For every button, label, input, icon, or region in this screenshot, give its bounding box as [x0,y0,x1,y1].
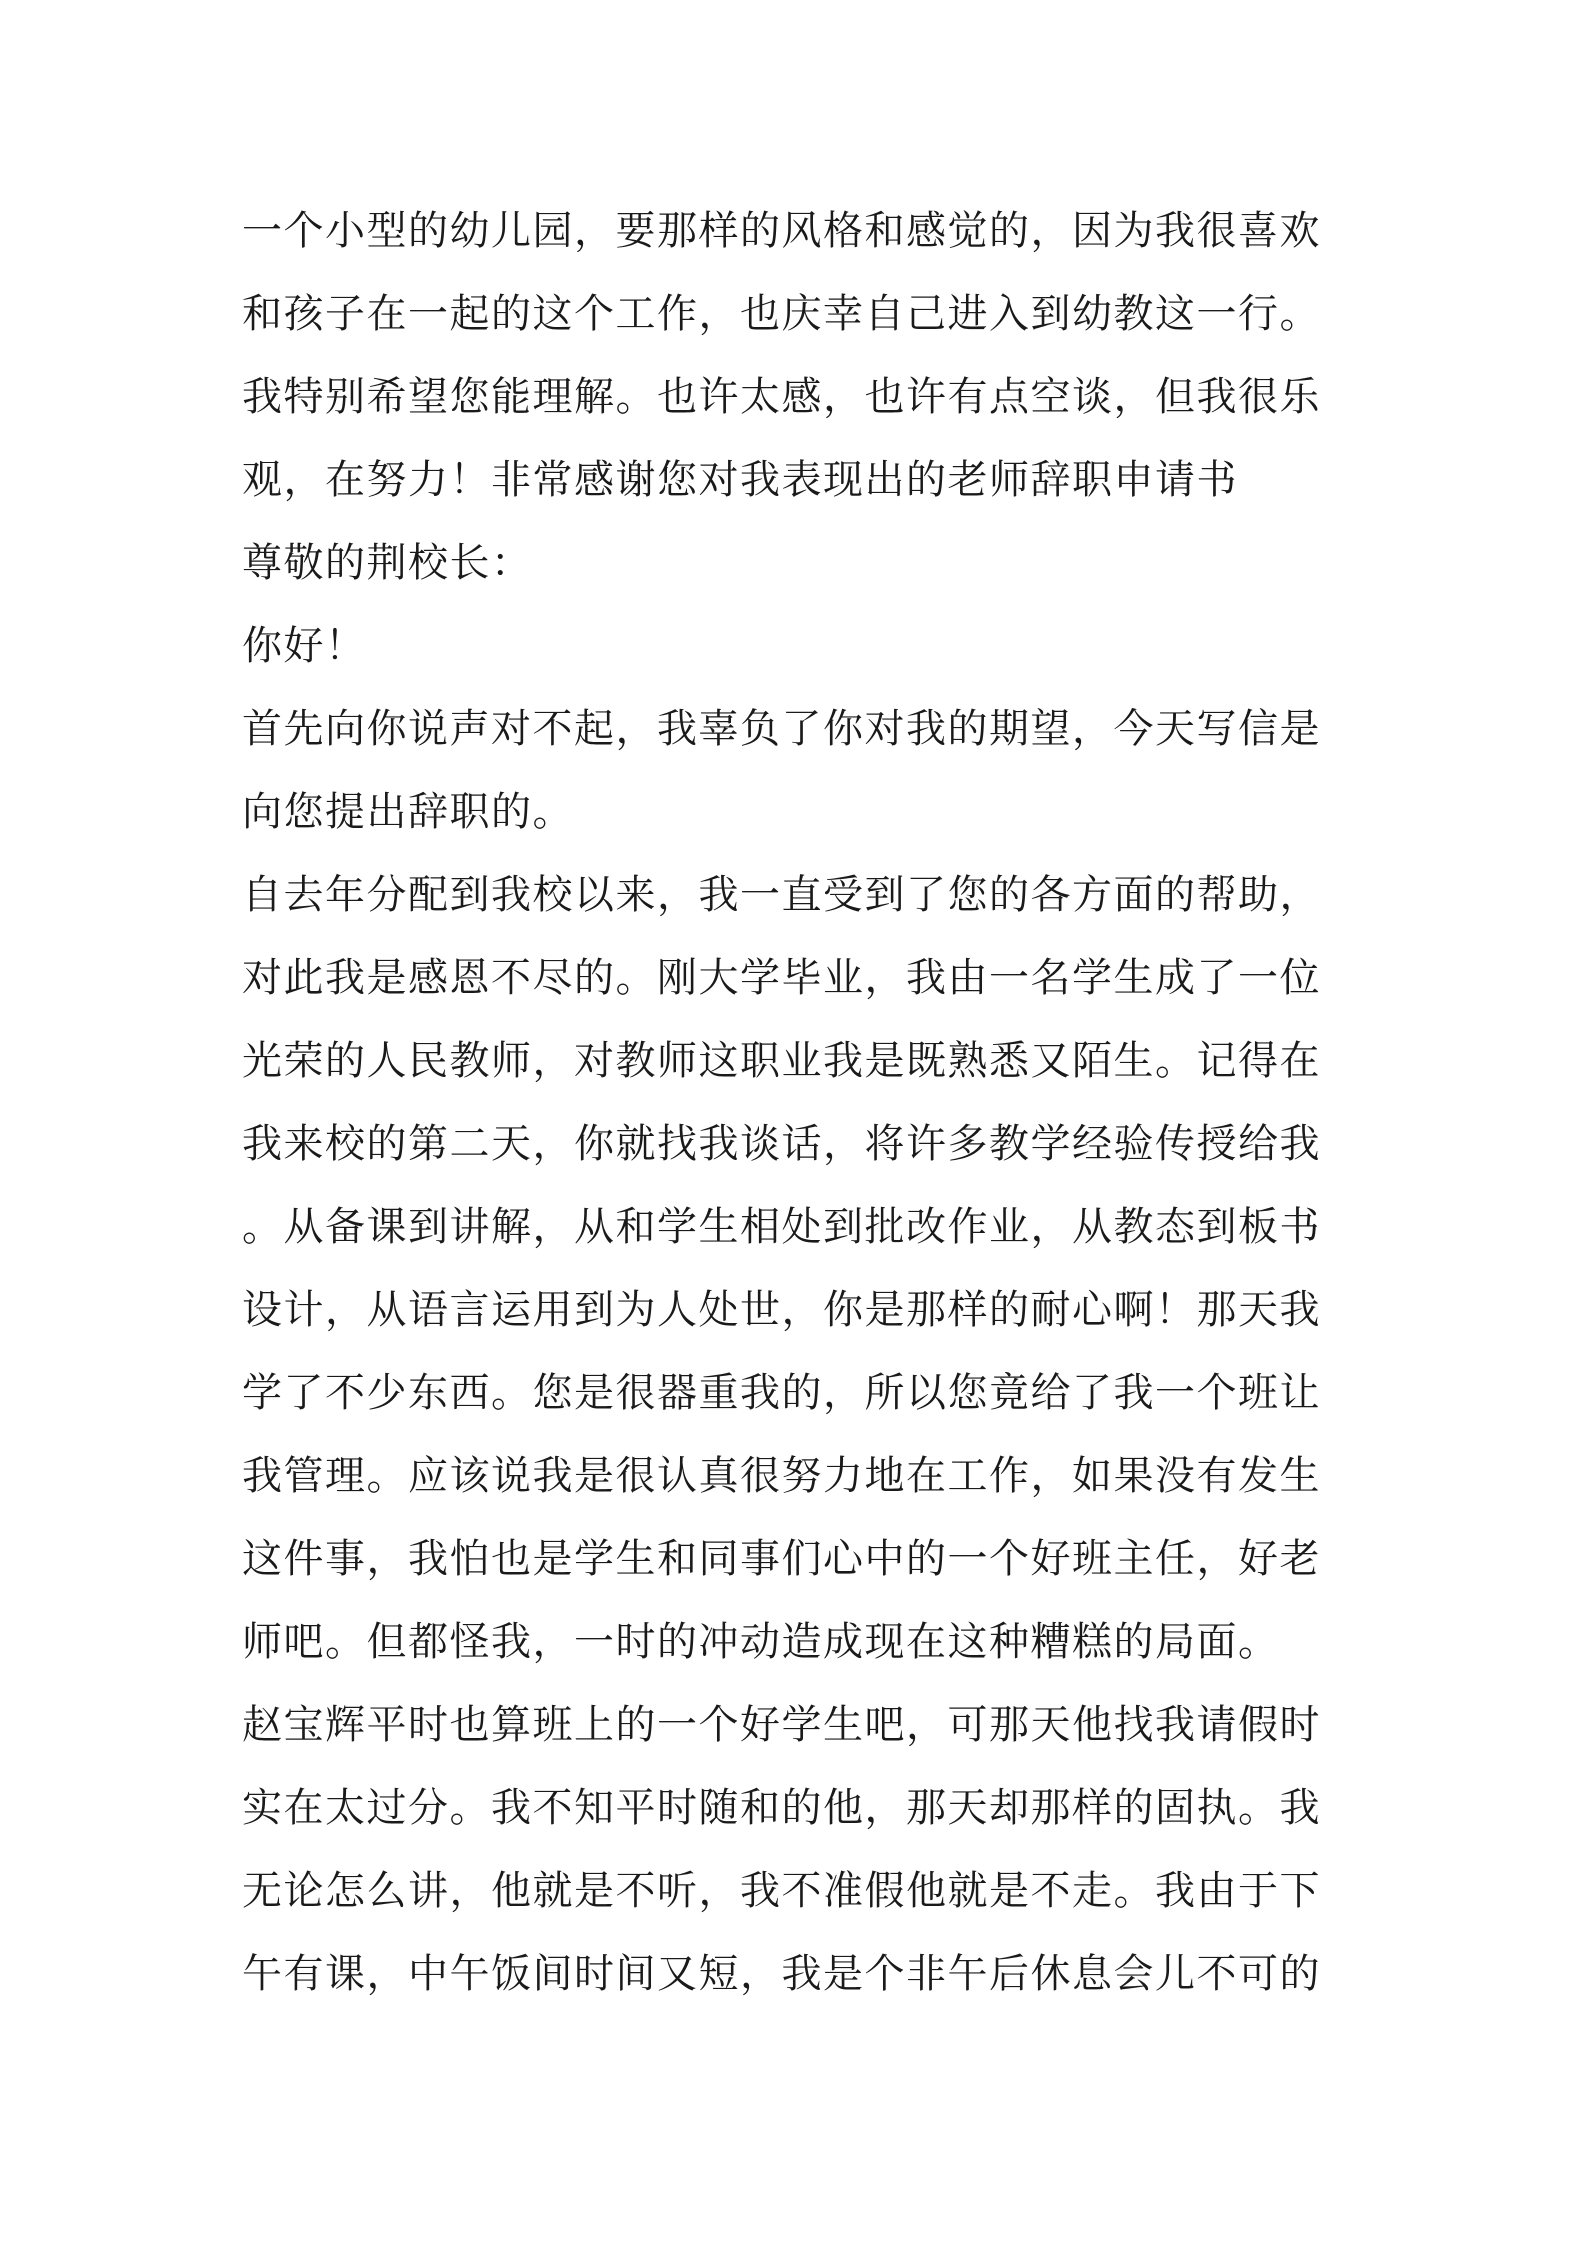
text-line: 首先向你说声对不起，我辜负了你对我的期望，今天写信是 [242,706,1321,752]
letter-body [242,190,1362,2016]
text-line: 观，在努力！非常感谢您对我表现出的老师辞职申请书 [242,457,1238,503]
text-line: 师吧。但都怪我，一时的冲动造成现在这种糟糕的局面。 [242,1619,1280,1665]
text-line: 自去年分配到我校以来，我一直受到了您的各方面的帮助， [242,872,1321,918]
text-line: 这件事，我怕也是学生和同事们心中的一个好班主任，好老 [242,1536,1321,1582]
text-line: 学了不少东西。您是很器重我的，所以您竟给了我一个班让 [242,1370,1321,1416]
text-line: 实在太过分。我不知平时随和的他，那天却那样的固执。我 [242,1785,1321,1831]
text-line: 向您提出辞职的。 [242,789,574,835]
text-line: 一个小型的幼儿园，要那样的风格和感觉的，因为我很喜欢 [242,208,1321,254]
text-line: 光荣的人民教师，对教师这职业我是既熟悉又陌生。记得在 [242,1038,1321,1084]
text-line: 。从备课到讲解，从和学生相处到批改作业，从教态到板书 [242,1204,1321,1250]
text-line: 无论怎么讲，他就是不听，我不准假他就是不走。我由于下 [242,1868,1321,1914]
text-line: 我特别希望您能理解。也许太感，也许有点空谈，但我很乐 [242,374,1321,420]
text-line: 设计，从语言运用到为人处世，你是那样的耐心啊！那天我 [242,1287,1321,1333]
text-line: 赵宝辉平时也算班上的一个好学生吧，可那天他找我请假时 [242,1702,1321,1748]
text-line: 对此我是感恩不尽的。刚大学毕业，我由一名学生成了一位 [242,955,1321,1001]
text-line: 我来校的第二天，你就找我谈话，将许多教学经验传授给我 [242,1121,1321,1167]
text-line: 午有课，中午饭间时间又短，我是个非午后休息会儿不可的 [242,1951,1321,1997]
text-line: 我管理。应该说我是很认真很努力地在工作，如果没有发生 [242,1453,1321,1499]
text-line: 和孩子在一起的这个工作，也庆幸自己进入到幼教这一行。 [242,291,1321,337]
salutation: 尊敬的荆校长： [242,540,533,586]
greeting: 你好！ [242,623,367,669]
